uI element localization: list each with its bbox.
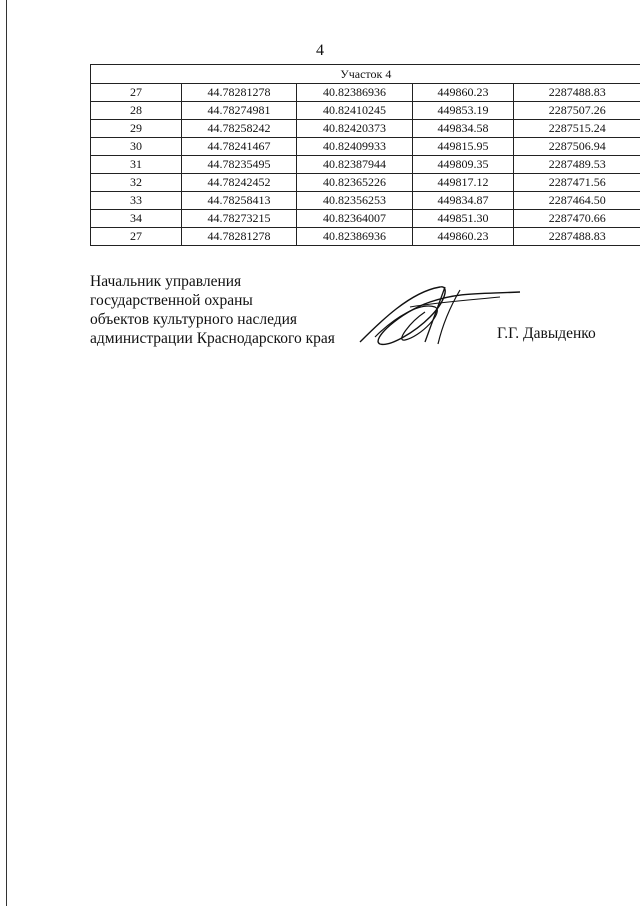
table-row — [91, 84, 640, 102]
table-row — [91, 156, 640, 174]
coordinates-table-container — [90, 64, 640, 246]
page-number: 4 — [316, 42, 324, 59]
table-cell: 31 — [91, 156, 182, 174]
table-cell: 44.78241467 — [182, 138, 297, 156]
table-row — [91, 174, 640, 192]
table-row — [91, 192, 640, 210]
table-cell: 2287507.26 — [514, 102, 640, 120]
table-row — [91, 102, 640, 120]
table-cell: 449809.35 — [413, 156, 514, 174]
table-cell: 44.78281278 — [182, 84, 297, 102]
table-cell: 2287464.50 — [514, 192, 640, 210]
table-cell: 40.82420373 — [297, 120, 413, 138]
signatory-title-line: государственной охраны — [90, 292, 253, 309]
table-cell: 34 — [91, 210, 182, 228]
table-cell: 44.78281278 — [182, 228, 297, 246]
table-row — [91, 228, 640, 246]
table-cell: 40.82409933 — [297, 138, 413, 156]
section-title: Участок 4 — [91, 65, 640, 84]
table-cell: 33 — [91, 192, 182, 210]
signatory-name: Г.Г. Давыденко — [497, 325, 596, 342]
table-cell: 449851.30 — [413, 210, 514, 228]
table-cell: 2287506.94 — [514, 138, 640, 156]
table-row — [91, 210, 640, 228]
table-cell: 27 — [91, 228, 182, 246]
table-cell: 449860.23 — [413, 84, 514, 102]
table-cell: 449817.12 — [413, 174, 514, 192]
table-cell: 32 — [91, 174, 182, 192]
signatory-title — [90, 272, 335, 348]
table-cell: 40.82365226 — [297, 174, 413, 192]
table-body — [91, 84, 640, 246]
table-cell: 2287488.83 — [514, 228, 640, 246]
table-cell: 28 — [91, 102, 182, 120]
signatory-title-line: Начальник управления — [90, 273, 242, 290]
table-cell: 449815.95 — [413, 138, 514, 156]
table-cell: 449860.23 — [413, 228, 514, 246]
table-cell: 2287489.53 — [514, 156, 640, 174]
table-cell: 40.82410245 — [297, 102, 413, 120]
table-cell: 449834.58 — [413, 120, 514, 138]
table-cell: 40.82386936 — [297, 84, 413, 102]
table-cell: 44.78274981 — [182, 102, 297, 120]
table-cell: 2287515.24 — [514, 120, 640, 138]
table-row — [91, 120, 640, 138]
table-cell: 40.82356253 — [297, 192, 413, 210]
table-cell: 44.78273215 — [182, 210, 297, 228]
table-cell: 27 — [91, 84, 182, 102]
table-cell: 40.82364007 — [297, 210, 413, 228]
table-cell: 40.82386936 — [297, 228, 413, 246]
coordinates-table — [90, 64, 640, 246]
table-row — [91, 138, 640, 156]
table-cell: 40.82387944 — [297, 156, 413, 174]
signatory-title-line: администрации Краснодарского края — [90, 330, 335, 347]
table-cell: 449834.87 — [413, 192, 514, 210]
table-cell: 44.78242452 — [182, 174, 297, 192]
page-left-edge — [6, 0, 7, 906]
table-cell: 44.78258413 — [182, 192, 297, 210]
table-cell: 2287471.56 — [514, 174, 640, 192]
table-cell: 449853.19 — [413, 102, 514, 120]
table-cell: 44.78235495 — [182, 156, 297, 174]
table-cell: 2287488.83 — [514, 84, 640, 102]
table-cell: 30 — [91, 138, 182, 156]
signatory-title-line: объектов культурного наследия — [90, 311, 298, 328]
table-cell: 29 — [91, 120, 182, 138]
table-cell: 2287470.66 — [514, 210, 640, 228]
table-cell: 44.78258242 — [182, 120, 297, 138]
